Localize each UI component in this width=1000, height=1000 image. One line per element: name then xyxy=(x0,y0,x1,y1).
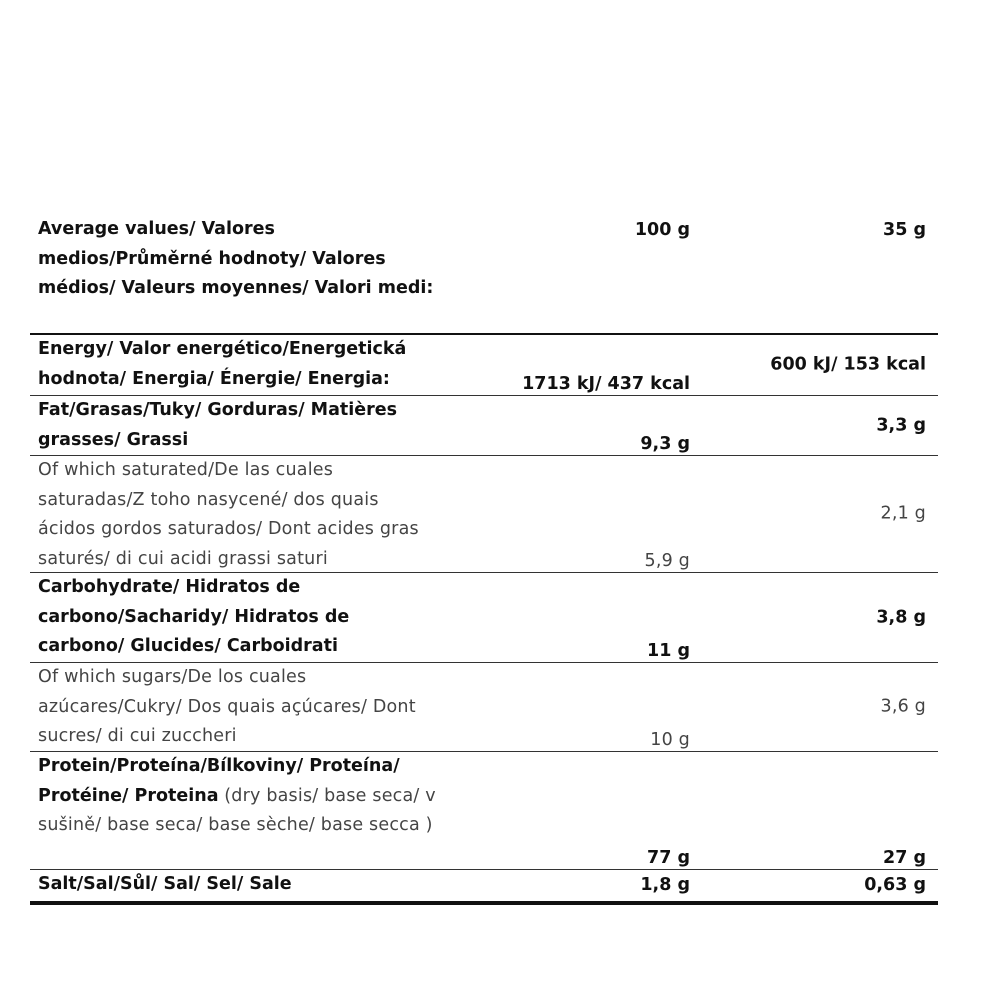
header-col-100g: 100 g xyxy=(634,220,690,240)
nutrition-table xyxy=(30,215,938,905)
header-label: Average values/ Valores medios/Průměrné hodnoty/ Valores médios/ Valeurs moyennes/ Valori medi: xyxy=(38,219,434,298)
value-35g: 0,63 g xyxy=(864,875,926,895)
value-100g: 9,3 g xyxy=(640,433,690,454)
row-protein xyxy=(30,752,938,870)
row-label: Of which sugars/De los cuales azúcares/Cukry/ Dos quais açúcares/ Dont sucres/ di cui zuccheri xyxy=(38,667,416,746)
table-header-row xyxy=(30,215,938,335)
row-label: Salt/Sal/Sůl/ Sal/ Sel/ Sale xyxy=(38,874,292,894)
value-35g: 27 g xyxy=(883,847,926,868)
row-carbohydrate xyxy=(30,573,938,663)
row-fat xyxy=(30,396,938,456)
value-35g: 3,8 g xyxy=(876,606,926,627)
value-35g: 2,1 g xyxy=(880,503,926,524)
value-100g: 10 g xyxy=(650,729,690,750)
row-sugars xyxy=(30,663,938,752)
row-label: Carbohydrate/ Hidratos de carbono/Sacharidy/ Hidratos de carbono/ Glucides/ Carboidrati xyxy=(38,577,350,656)
row-label: Fat/Grasas/Tuky/ Gorduras/ Matières grasses/ Grassi xyxy=(38,400,398,450)
value-100g: 1,8 g xyxy=(640,875,690,895)
header-col-35g: 35 g xyxy=(883,220,926,240)
value-35g: 600 kJ/ 153 kcal xyxy=(770,354,926,375)
value-100g: 1713 kJ/ 437 kcal xyxy=(522,373,690,394)
row-energy xyxy=(30,335,938,396)
row-label: Protein/Proteína/Bílkoviny/ Proteína/ Protéine/ Proteina (dry basis/ base seca/ v sušině/ base seca/ base sèche/ base secca ) xyxy=(38,756,436,835)
row-label: Of which saturated/De las cuales saturadas/Z toho nasycené/ dos quais ácidos gordos saturados/ Dont acides gras saturés/ di cui acidi grassi saturi xyxy=(38,460,419,569)
value-100g: 77 g xyxy=(647,847,690,868)
value-35g: 3,3 g xyxy=(876,414,926,435)
row-saturated xyxy=(30,456,938,573)
value-100g: 11 g xyxy=(647,640,690,661)
value-35g: 3,6 g xyxy=(880,696,926,717)
row-label: Energy/ Valor energético/Energetická hodnota/ Energia/ Énergie/ Energia: xyxy=(38,339,407,389)
row-salt xyxy=(30,870,938,905)
value-100g: 5,9 g xyxy=(644,550,690,571)
